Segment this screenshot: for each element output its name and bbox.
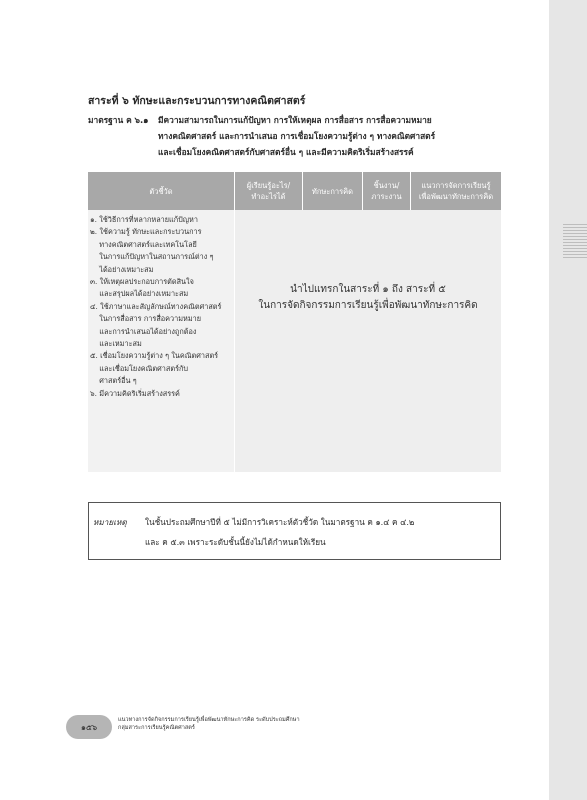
list-item: ๑. ใช้วิธีการที่หลากหลายแก้ปัญหา bbox=[90, 215, 198, 224]
list-item: ๔. ใช้ภาษาและสัญลักษณ์ทางคณิตศาสตร์ bbox=[90, 301, 222, 311]
header-approach-line: แนวการจัดการเรียนรู้ bbox=[421, 181, 491, 190]
page-number: ๑๕๖ bbox=[80, 722, 98, 732]
standard-line: มีความสามารถในการแก้ปัญหา การให้เหตุผล การสื่อสาร การสื่อความหมาย bbox=[158, 115, 432, 125]
indicator-table bbox=[88, 172, 501, 472]
merged-cell bbox=[235, 210, 501, 472]
list-item: ในการสื่อสาร การสื่อความหมาย bbox=[90, 314, 202, 324]
indicator-list bbox=[88, 210, 234, 400]
header-learn-line: ผู้เรียนรู้อะไร/ bbox=[246, 181, 291, 190]
indicator-cell bbox=[88, 210, 235, 472]
merged-line: นำไปแทรกในสาระที่ ๑ ถึง สาระที่ ๕ bbox=[290, 284, 446, 295]
merged-line: ในการจัดกิจกรรมการเรียนรู้เพื่อพัฒนาทักษะการคิด bbox=[258, 300, 478, 311]
list-item: ๖. มีความคิดริเริ่มสร้างสรรค์ bbox=[90, 388, 180, 398]
list-item: ๒. ใช้ความรู้ ทักษะและกระบวนการ bbox=[90, 227, 202, 237]
page-number-badge bbox=[66, 715, 112, 739]
header-work-line: ชิ้นงาน/ bbox=[373, 181, 400, 190]
list-item: ๓. ให้เหตุผลประกอบการตัดสินใจ bbox=[90, 277, 194, 287]
note-line: และ ค ๕.๓ เพราะระดับชั้นนี้ยังไม่ได้กำหนดให้เรียน bbox=[145, 537, 326, 547]
list-item: และการนำเสนอได้อย่างถูกต้อง bbox=[90, 326, 197, 336]
list-item: ทางคณิตศาสตร์และเทคโนโลยี bbox=[90, 239, 197, 249]
standard-label: มาตรฐาน ค ๖.๑ bbox=[88, 115, 149, 125]
list-item: ได้อย่างเหมาะสม bbox=[90, 264, 154, 274]
header-approach-line: เพื่อพัฒนาทักษะการคิด bbox=[418, 192, 494, 201]
standard-text bbox=[158, 112, 498, 160]
side-tab-marker bbox=[563, 224, 587, 258]
strand-heading: สาระที่ ๖ ทักษะและกระบวนการทางคณิตศาสตร์ bbox=[88, 95, 306, 107]
footer-line: กลุ่มสาระการเรียนรู้คณิตศาสตร์ bbox=[118, 725, 195, 731]
standard-line: ทางคณิตศาสตร์ และการนำเสนอ การเชื่อมโยงความรู้ต่าง ๆ ทางคณิตศาสตร์ bbox=[158, 131, 436, 141]
header-learn-line: ทำอะไรได้ bbox=[251, 192, 286, 201]
list-item: ๕. เชื่อมโยงความรู้ต่าง ๆ ในคณิตศาสตร์ bbox=[90, 351, 219, 361]
footer-line: แนวทางการจัดกิจกรรมการเรียนรู้เพื่อพัฒนาทักษะการคิด ระดับประถมศึกษา bbox=[118, 717, 300, 723]
page-side-margin bbox=[549, 0, 587, 800]
standard-line: และเชื่อมโยงคณิตศาสตร์กับศาสตร์อื่น ๆ และมีความคิดริเริ่มสร้างสรรค์ bbox=[158, 147, 414, 157]
header-thinking: ทักษะการคิด bbox=[303, 172, 363, 210]
header-indicator: ตัวชี้วัด bbox=[88, 172, 235, 210]
footer-text bbox=[118, 716, 300, 732]
merged-note bbox=[235, 282, 501, 314]
header-learn bbox=[235, 172, 303, 210]
note-box bbox=[88, 502, 501, 560]
list-item: และเชื่อมโยงคณิตศาสตร์กับ bbox=[90, 363, 189, 373]
list-item: และสรุปผลได้อย่างเหมาะสม bbox=[90, 289, 189, 299]
header-work bbox=[363, 172, 411, 210]
note-label: หมายเหตุ bbox=[93, 517, 127, 527]
list-item: และเหมาะสม bbox=[90, 339, 142, 349]
list-item: ในการแก้ปัญหาในสถานการณ์ต่าง ๆ bbox=[90, 252, 214, 262]
note-line: ในชั้นประถมศึกษาปีที่ ๕ ไม่มีการวิเคราะห์ตัวชี้วัด ในมาตรฐาน ค ๑.๔ ค ๔.๒ bbox=[145, 517, 415, 527]
header-approach bbox=[411, 172, 501, 210]
list-item: ศาสตร์อื่น ๆ bbox=[90, 376, 137, 386]
table-header bbox=[88, 172, 501, 210]
header-work-line: ภาระงาน bbox=[371, 192, 402, 201]
